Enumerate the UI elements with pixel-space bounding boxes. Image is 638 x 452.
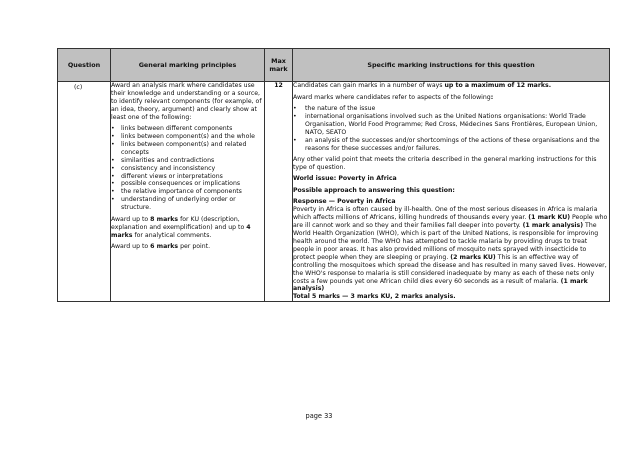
header-general: General marking principles [111,49,265,82]
question-id: (c) [74,84,83,91]
general-principles-cell [111,82,265,302]
specific-bullet: • the nature of the issue [293,105,609,113]
response-text: Response — Poverty in Africa Poverty in Africa is often caused by ill-health. One of the most serious diseases in Africa is malaria which affects millions of Africans, killing hundreds of thousands every year. (1 mark KU) People who are ill cannot work and so they and their families fall deeper into poverty. (1 mark analysis) The World Health Organization (WHO), which is part of the United Nations, is responsible for improving health around the world. The WHO has attempted to tackle malaria by providing drugs to treat people in poor areas. It has also provided millions of mosquito nets sprayed with insecticide to protect people when they are sleeping or praying. (2 marks KU) This is an effective way of controlling the mosquitoes which spread the disease and has resulted in many saved lives. However, the WHO's response to malaria is still considered inadequate by many as each of these nets only costs a few pounds yet one African child dies every 60 seconds as a result of malaria. (1 mark analysis) Total 5 marks — 3 marks KU, 2 marks analysis. [293,198,608,301]
page-number: page 33 [305,412,333,420]
response-total: Total 5 marks — 3 marks KU, 2 marks analysis. [293,293,456,301]
award-ku-marks: 8 marks [150,215,179,223]
general-bullet: • the relative importance of components [111,188,264,196]
general-bullet: • links between different components [111,125,264,133]
general-bullet: • links between component(s) and the whole [111,133,264,141]
header-row [58,49,610,82]
header-max-mark: Max mark [265,49,293,82]
general-bullet: • possible consequences or implications [111,180,264,188]
question-row [58,82,610,302]
general-bullet: • similarities and contradictions [111,157,264,165]
max-mark-cell: 12 [265,82,293,302]
header-specific: Specific marking instructions for this question [293,49,610,82]
specific-instructions-cell [293,82,610,302]
award-analysis-marks: 4 marks [111,223,251,239]
response-title: Response — Poverty in Africa [293,198,396,206]
marking-table [57,48,610,302]
general-intro: Award an analysis mark where candidates use their knowledge and understanding or a source, to identify relevant components (for example, of an idea, theory, argument) and clearly show at least one of the following: [111,82,262,121]
specific-aspects-intro: Award marks where candidates refer to aspects of the following: [293,93,494,101]
general-bullet-list [111,125,264,212]
specific-bullet-list [293,105,609,152]
award-per-point: Award up to 6 marks per point. [111,243,211,250]
question-cell [58,82,111,302]
general-bullet: • consistency and inconsistency [111,165,264,173]
specific-bullet: • international organisations involved such as the United Nations organisations: World Trade Organisation, World Food Programme; Red Cross, Médecines Sans Frontières, European Union, NATO, SEATO [293,113,609,137]
specific-maximum: Candidates can gain marks in a number of ways up to a maximum of 12 marks. [293,82,552,89]
general-bullet: • different views or interpretations [111,173,264,181]
header-question: Question [58,49,111,82]
approach-heading: Possible approach to answering this question: [293,186,455,194]
world-issue-heading: World issue: Poverty in Africa [293,175,397,183]
specific-bullet: • an analysis of the successes and/or shortcomings of the actions of these organisations and the reasons for these successes and/or failures. [293,137,609,153]
general-bullet: • understanding of underlying order or structure. [111,196,264,212]
general-bullet: • links between component(s) and related concepts [111,141,264,157]
award-per-point-marks: 6 marks [150,243,179,250]
specific-other-point: Any other valid point that meets the criteria described in the general marking instructions for this type of question. [293,156,597,171]
award-ku-analysis: Award up to 8 marks for KU (description, explanation and exemplification) and up to 4 marks for analytical comments. [111,215,251,239]
